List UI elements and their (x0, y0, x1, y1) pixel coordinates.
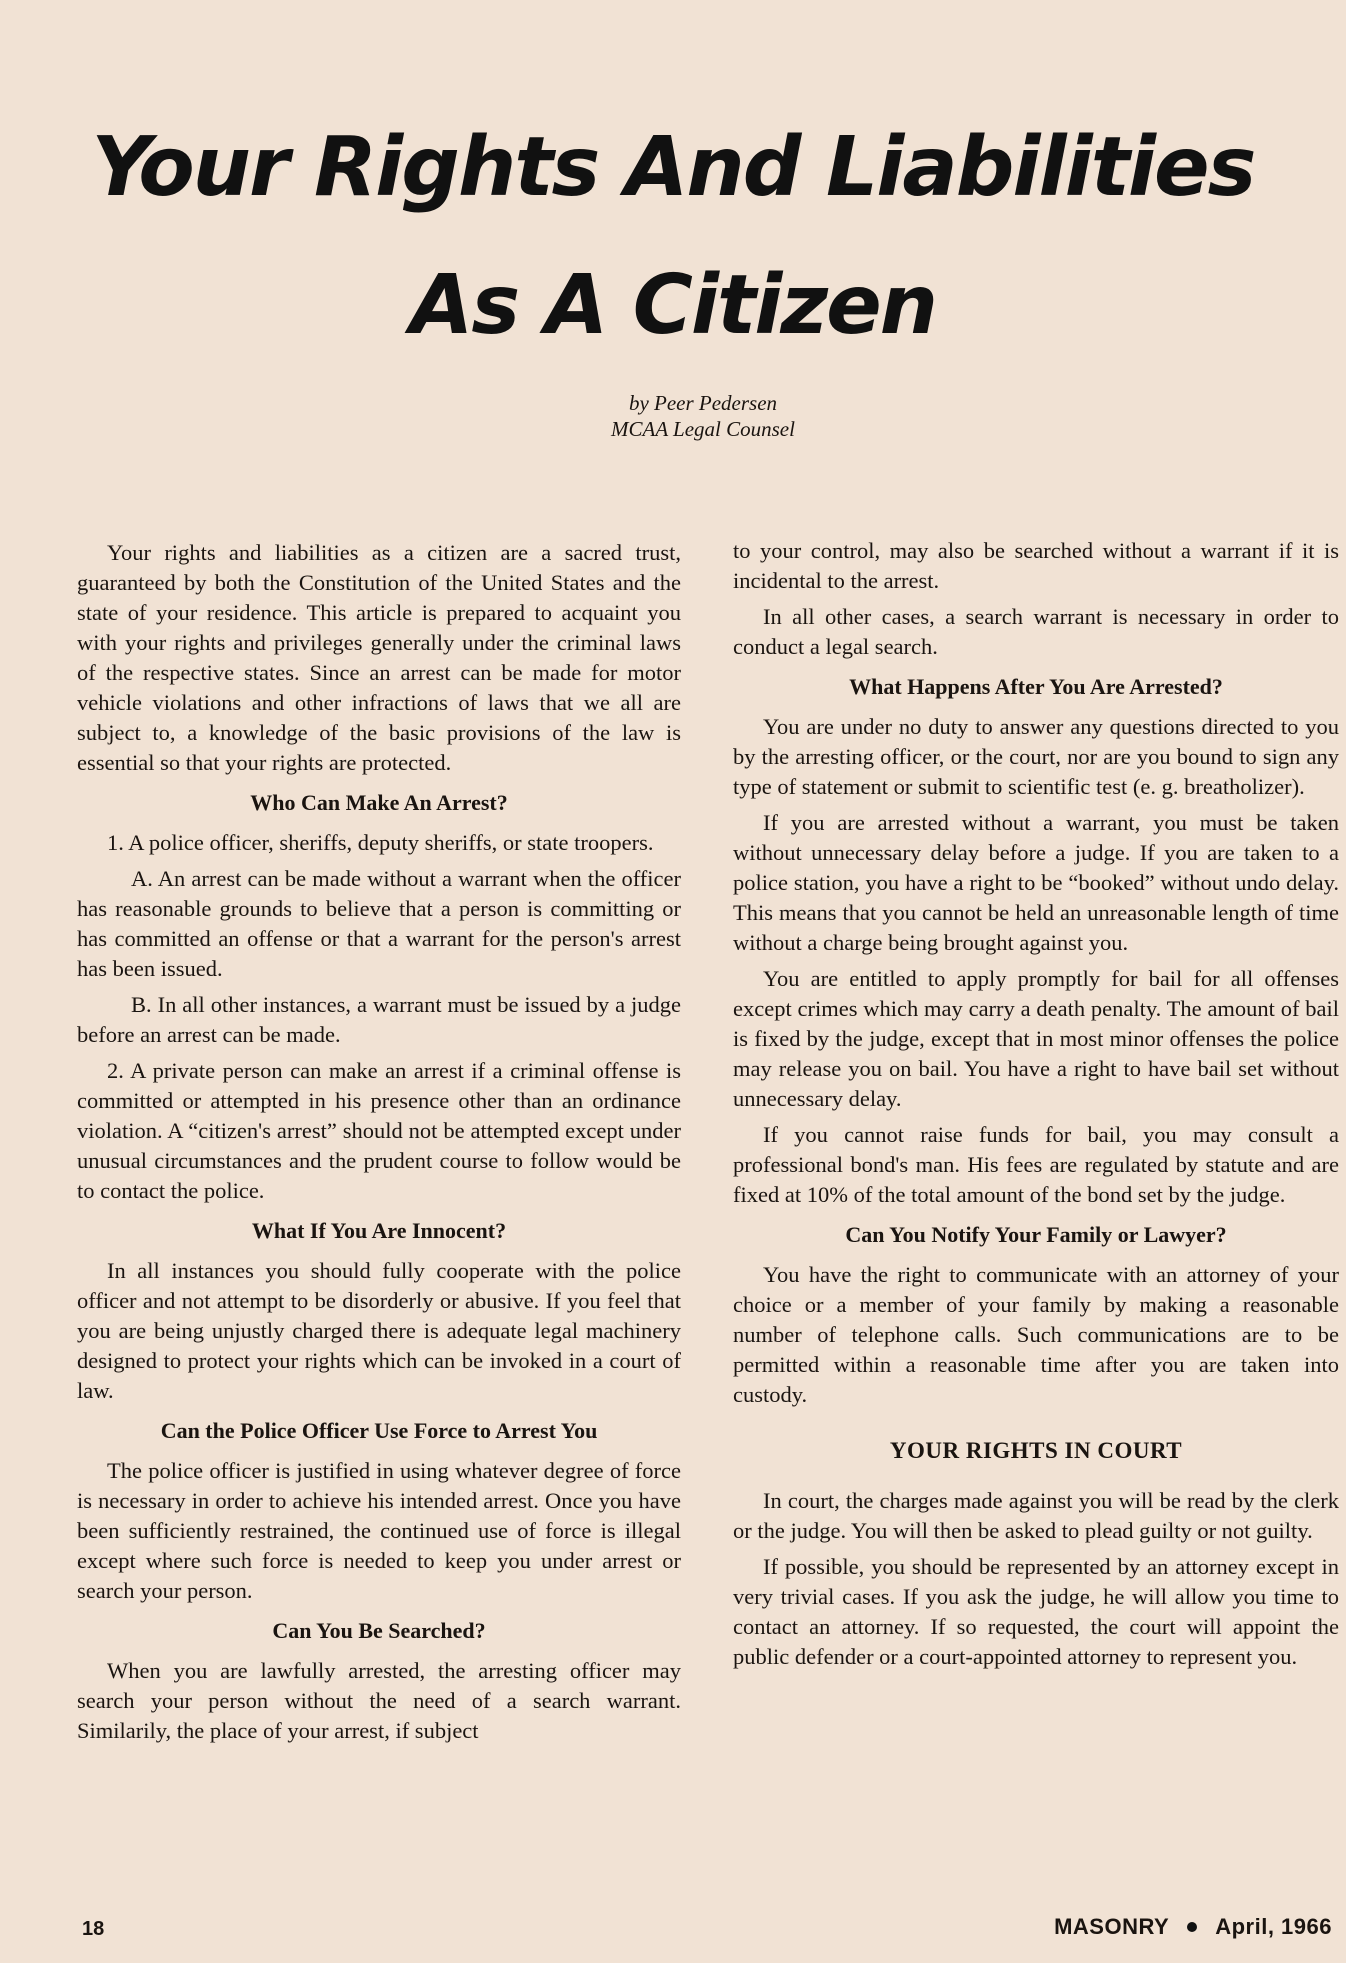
innocent-paragraph: In all instances you should fully cooperate with the police officer and not attempt to be disorderly or abusive. If you feel that you are being unjustly charged there is adequate legal machinery designed to protect your rights which can be invoked in a court of law. (77, 1258, 681, 1403)
publication-footer (1054, 1914, 1332, 1940)
author-name: by Peer Pedersen (628, 391, 778, 415)
court-paragraph-2: If possible, you should be represented by an attorney except in very trivial cases. If you ask the judge, he will allow you time to contact an attorney. If so requested, the court will appoint the public defender or a court-appointed attorney to represent you. (733, 1554, 1339, 1669)
heading-after-arrest: What Happens After You Are Arrested? (849, 674, 1223, 699)
search-warrant-paragraph: In all other cases, a search warrant is necessary in order to conduct a legal search. (733, 604, 1339, 659)
after-arrest-paragraph-2: If you are arrested without a warrant, you must be taken without unnecessary delay before a judge. If you are taken to a police station, you have a right to be “booked” without undo delay. This means that you cannot be held an unreasonable length of time without a charge being brought against you. (733, 810, 1339, 955)
publication-name: MASONRY (1054, 1914, 1170, 1939)
issue-date: April, 1966 (1215, 1914, 1332, 1939)
heading-rights-in-court: YOUR RIGHTS IN COURT (889, 1438, 1183, 1463)
searched-paragraph: When you are lawfully arrested, the arresting officer may search your person without the need of a search warrant. Similarily, the place of your arrest, if subject (77, 1658, 681, 1743)
heading-use-force: Can the Police Officer Use Force to Arrest You (160, 1418, 598, 1443)
heading-searched: Can You Be Searched? (272, 1618, 486, 1643)
page-number: 18 (82, 1918, 105, 1940)
force-paragraph: The police officer is justified in using whatever degree of force is necessary in order to achieve his intended arrest. Once you have been sufficiently restrained, the continued use of force is illegal except where such force is needed to keep you under arrest or search your person. (77, 1458, 681, 1603)
byline (0, 390, 1346, 442)
after-arrest-paragraph-4: If you cannot raise funds for bail, you may consult a professional bond's man. His fees are regulated by statute and are fixed at 10% of the total amount of the bond set by the judge. (733, 1122, 1339, 1207)
court-paragraph-1: In court, the charges made against you will be read by the clerk or the judge. You will then be asked to plead guilty or not guilty. (733, 1488, 1339, 1543)
notify-paragraph: You have the right to communicate with an attorney of your choice or a member of your family by making a reasonable number of telephone calls. Such communications are to be permitted within a reasonable time after you are taken into custody. (733, 1262, 1339, 1407)
after-arrest-paragraph-1: You are under no duty to answer any questions directed to you by the arresting officer, or the court, nor are you bound to sign any type of statement or submit to scientific test (e. g. breatholizer). (733, 714, 1339, 799)
author-title: MCAA Legal Counsel (611, 417, 795, 441)
heading-notify: Can You Notify Your Family or Lawyer? (845, 1222, 1227, 1247)
article-title-line-2: As A Citizen (409, 258, 937, 353)
intro-paragraph: Your rights and liabilities as a citizen are a sacred trust, guaranteed by both the Constitution of the United States and the state of your residence. This article is prepared to acquaint you with your rights and privileges generally under the criminal laws of the respective states. Since an arrest can be made for motor vehicle violations and other infractions of laws that we all are subject to, a knowledge of the basic provisions of the law is essential so that your rights are protected. (77, 540, 681, 775)
arrest-item-2: 2. A private person can make an arrest if a criminal offense is committed or attempted in his presence other than an ordinance violation. A “citizen's arrest” should not be attempted except under unusual circumstances and the prudent course to follow would be to contact the police. (77, 1058, 681, 1203)
article-title-line-1: Your Rights And Liabilities (91, 120, 1255, 215)
left-column (77, 538, 681, 1752)
searched-continued: to your control, may also be searched without a warrant if it is incidental to the arrest. (733, 538, 1339, 593)
arrest-item-1b: B. In all other instances, a warrant must be issued by a judge before an arrest can be made. (77, 992, 681, 1047)
arrest-item-1a: A. An arrest can be made without a warrant when the officer has reasonable grounds to believe that a person is committing or has committed an offense or that a warrant for the person's arrest has been issued. (77, 866, 681, 981)
heading-who-can-arrest: Who Can Make An Arrest? (250, 790, 508, 815)
after-arrest-paragraph-3: You are entitled to apply promptly for bail for all offenses except crimes which may carry a death penalty. The amount of bail is fixed by the judge, except that in most minor offenses the police may release you on bail. You have a right to have bail set without unnecessary delay. (733, 966, 1339, 1111)
right-column (733, 536, 1339, 1678)
bullet-icon (1187, 1922, 1197, 1932)
heading-innocent: What If You Are Innocent? (251, 1218, 507, 1243)
arrest-item-1: 1. A police officer, sheriffs, deputy sheriffs, or state troopers. (107, 830, 654, 855)
